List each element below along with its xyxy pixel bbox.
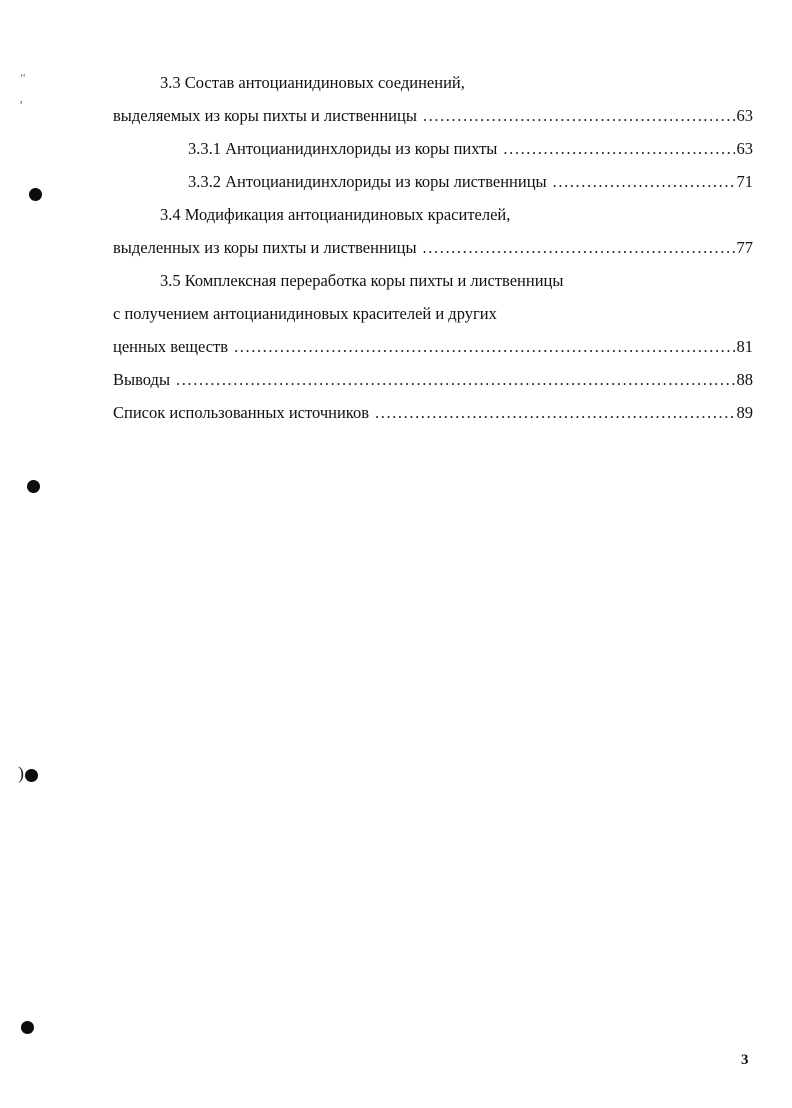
dot-leader (375, 396, 735, 429)
dot-leader (553, 165, 735, 198)
toc-page-number: 81 (736, 337, 753, 356)
table-of-contents (113, 66, 753, 429)
toc-entry-conclusions (113, 363, 753, 396)
toc-page-number: 89 (736, 403, 753, 422)
toc-entry-text: выделенных из коры пихты и лиственницы (113, 238, 417, 257)
toc-entry-text: с получением антоцианидиновых красителей и других (113, 304, 497, 323)
dot-leader (234, 330, 734, 363)
scan-mark: ‘‘ (20, 73, 26, 84)
page-number: 3 (741, 1052, 749, 1068)
punch-hole (27, 480, 40, 493)
toc-entry-3-3-2 (113, 165, 753, 198)
toc-entry-text: 3.5 Комплексная переработка коры пихты и лиственницы (160, 271, 564, 290)
toc-entry-references (113, 396, 753, 429)
scan-mark: ʹ (20, 98, 23, 112)
scan-mark: ) (18, 763, 24, 783)
punch-hole (29, 188, 42, 201)
toc-page-number: 88 (736, 370, 753, 389)
toc-entry-text: 3.4 Модификация антоцианидиновых красителей, (160, 205, 511, 224)
toc-entry-text: 3.3.1 Антоцианидинхлориды из коры пихты (188, 139, 498, 158)
dot-leader (176, 363, 734, 396)
toc-entry-3-5 (113, 264, 753, 297)
toc-entry-text: 3.3.2 Антоцианидинхлориды из коры лиственницы (188, 172, 547, 191)
toc-entry-3-5-end (113, 330, 753, 363)
toc-entry-text: 3.3 Состав антоцианидиновых соединений, (160, 73, 465, 92)
toc-page-number: 71 (736, 172, 753, 191)
toc-entry-3-4 (113, 198, 753, 231)
toc-entry-3-3-cont (113, 99, 753, 132)
toc-page-number: 63 (736, 139, 753, 158)
toc-entry-text: ценных веществ (113, 337, 229, 356)
punch-hole (21, 1021, 34, 1034)
dot-leader (423, 99, 735, 132)
toc-page-number: 63 (736, 106, 753, 125)
toc-page-number: 77 (736, 238, 753, 257)
toc-entry-text: Выводы (113, 370, 171, 389)
dot-leader (503, 132, 734, 165)
toc-entry-3-3-1 (113, 132, 753, 165)
dot-leader (423, 231, 735, 264)
toc-entry-3-5-cont (113, 297, 753, 330)
toc-entry-text: Список использованных источников (113, 403, 369, 422)
toc-entry-text: выделяемых из коры пихты и лиственницы (113, 106, 417, 125)
toc-entry-3-3 (113, 66, 753, 99)
punch-hole (25, 769, 38, 782)
toc-entry-3-4-cont (113, 231, 753, 264)
